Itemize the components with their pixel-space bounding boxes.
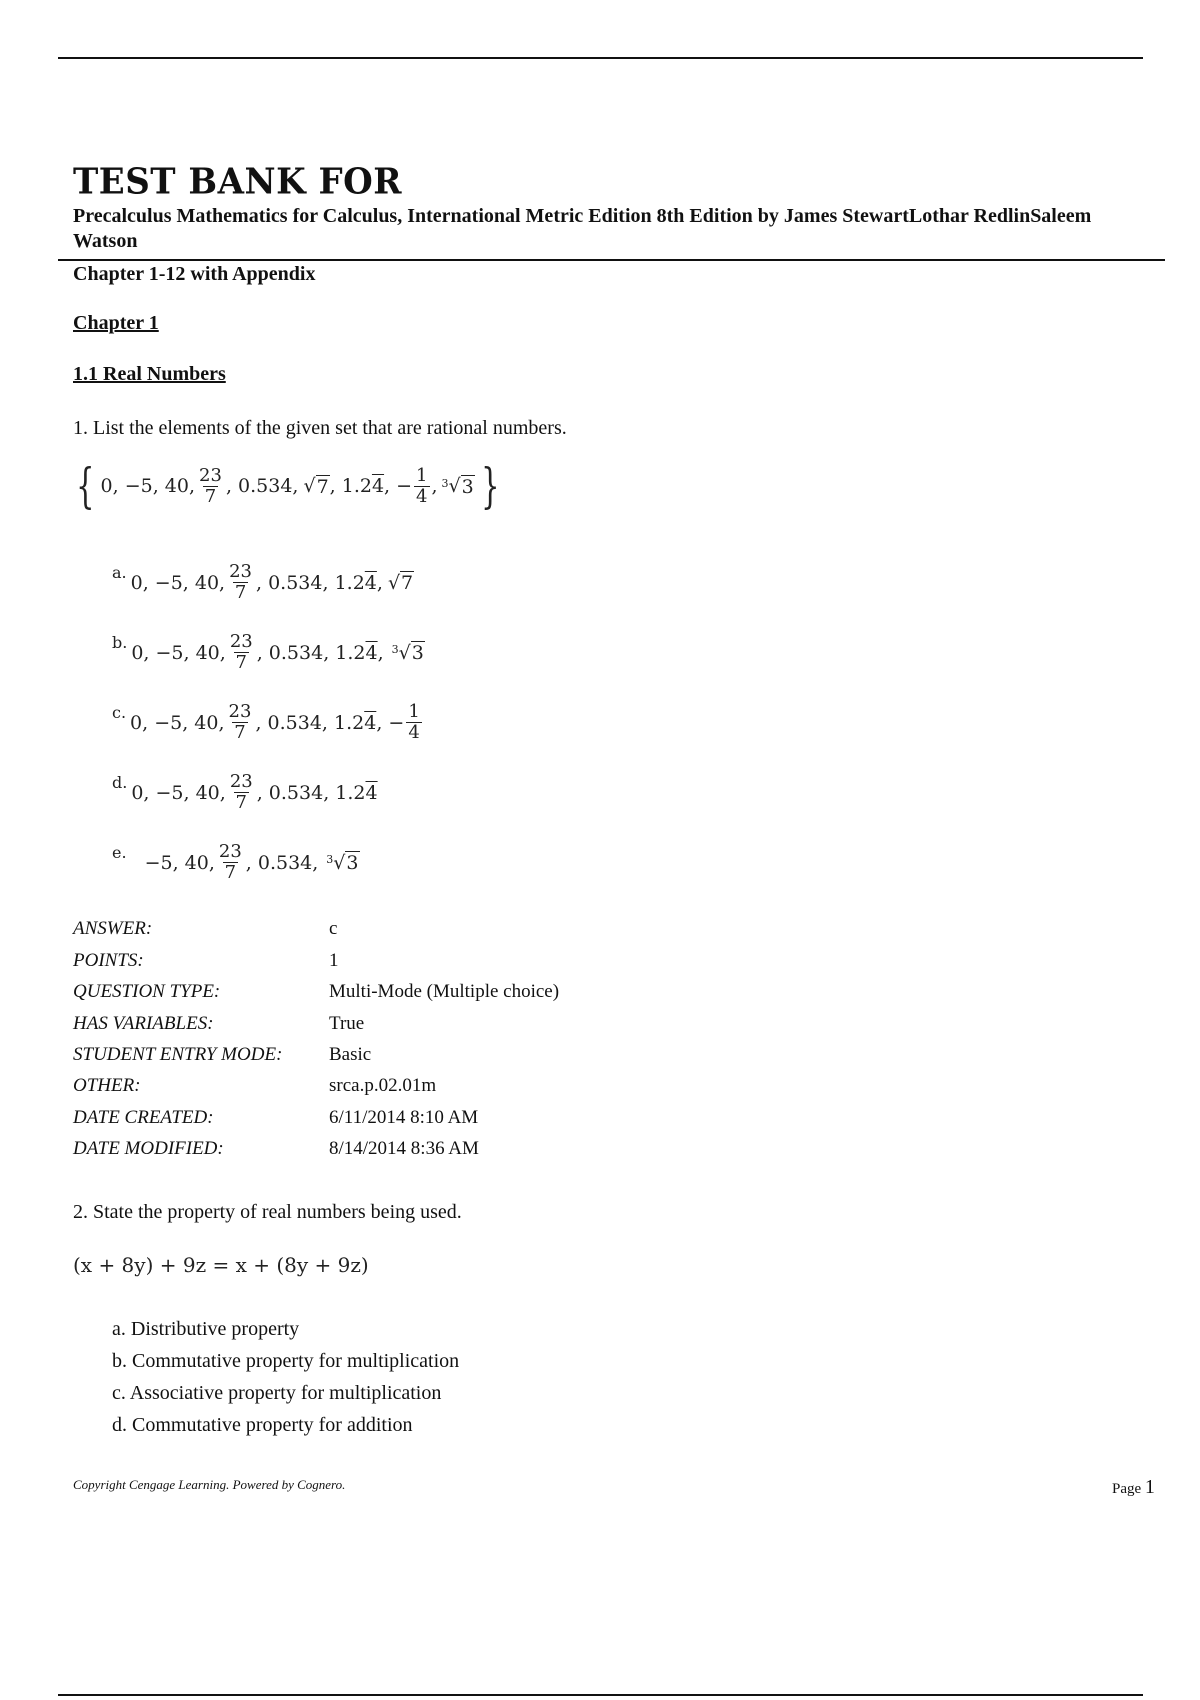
fraction-denominator: 7 [234, 582, 247, 603]
meta-row-date-modified [73, 1138, 479, 1160]
footer-copyright: Copyright Cengage Learning. Powered by Cognero. [73, 1477, 346, 1492]
repeating-digit: 4 [365, 781, 378, 804]
question-2-option-b[interactable]: b. Commutative property for multiplication [112, 1350, 460, 1372]
cbrt-sign: √ [448, 475, 461, 497]
choice-text: , 0.534, 1.2 [255, 711, 365, 734]
choice-e[interactable] [112, 842, 360, 883]
choice-text: −5, 40, [144, 851, 215, 874]
meta-key: STUDENT ENTRY MODE: [73, 1044, 283, 1065]
meta-value: 1 [329, 950, 339, 971]
meta-key: DATE CREATED: [73, 1107, 214, 1128]
choice-text: , [377, 641, 384, 664]
section-heading: 1.1 Real Numbers [73, 363, 226, 385]
choice-letter: b. [112, 633, 128, 652]
choice-text: , 0.534, [245, 851, 319, 874]
choice-text: , − [376, 711, 405, 734]
sqrt-sign: √ [303, 475, 316, 497]
choice-text: , 0.534, 1.2 [256, 571, 365, 594]
repeating-digit: 4 [364, 711, 377, 734]
choice-b[interactable] [112, 632, 425, 673]
meta-value: True [329, 1013, 365, 1034]
fraction-numerator: 23 [218, 841, 242, 862]
fraction-denominator: 7 [204, 485, 217, 507]
meta-value: Basic [329, 1044, 372, 1065]
meta-key: QUESTION TYPE: [73, 981, 221, 1002]
question-2-equation: (x + 8y) + 9z = x + (8y + 9z) [73, 1253, 369, 1277]
fraction-numerator: 23 [229, 631, 253, 652]
meta-key: ANSWER: [73, 918, 153, 939]
meta-key: POINTS: [73, 950, 144, 971]
choice-c[interactable] [112, 702, 424, 743]
meta-value: 6/11/2014 8:10 AM [329, 1107, 479, 1128]
set-part: 0, −5, 40, [100, 475, 196, 497]
question-2-option-a[interactable]: a. Distributive property [112, 1318, 300, 1340]
question-2-option-d[interactable]: d. Commutative property for addition [112, 1414, 413, 1436]
choice-text: , 0.534, 1.2 [256, 641, 366, 664]
cbrt-index: 3 [391, 643, 399, 656]
meta-key: HAS VARIABLES: [73, 1013, 214, 1034]
fraction-denominator: 7 [235, 652, 247, 673]
set-close-brace: } [480, 458, 500, 514]
choice-letter: c. [112, 703, 127, 722]
cbrt-index: 3 [326, 853, 334, 866]
meta-row-student-entry-mode [73, 1044, 371, 1066]
choice-letter: e. [112, 843, 127, 862]
fraction-denominator: 7 [224, 862, 237, 883]
set-part: , 0.534, [225, 475, 299, 497]
fraction-numerator: 23 [229, 561, 253, 582]
chapters-range: Chapter 1-12 with Appendix [73, 263, 316, 285]
choice-text: 0, −5, 40, [130, 711, 225, 734]
meta-key: DATE MODIFIED: [73, 1138, 224, 1159]
cbrt-sign: √ [333, 851, 346, 874]
fraction-numerator: 1 [416, 464, 428, 486]
bottom-rule [58, 1694, 1143, 1696]
chapter-heading: Chapter 1 [73, 312, 159, 334]
set-negative-fraction [414, 466, 429, 507]
sqrt-radicand: 7 [401, 572, 414, 594]
set-part: , 1.2 [329, 475, 372, 497]
fraction-numerator: 23 [228, 701, 252, 722]
question-2-option-c[interactable]: c. Associative property for multiplication [112, 1382, 442, 1404]
document-title: TEST BANK FOR [73, 161, 403, 203]
set-part: , − [384, 475, 413, 497]
top-rule [58, 57, 1143, 59]
fraction-denominator: 7 [235, 792, 247, 813]
choice-text: 0, −5, 40, [131, 781, 226, 804]
meta-row-points [73, 950, 339, 972]
cbrt-sign: √ [398, 641, 411, 664]
choice-text: , [376, 571, 383, 594]
choice-fraction [228, 772, 255, 813]
fraction-denominator: 4 [408, 722, 420, 743]
meta-value: Multi-Mode (Multiple choice) [329, 981, 560, 1002]
sqrt-radicand: 7 [316, 475, 329, 498]
meta-row-other [73, 1075, 436, 1097]
choice-text: 0, −5, 40, [131, 641, 226, 664]
set-part: , [431, 475, 438, 497]
fraction-numerator: 23 [229, 771, 253, 792]
meta-value: 8/14/2014 8:36 AM [329, 1138, 479, 1159]
choice-a[interactable] [112, 562, 414, 603]
fraction-denominator: 4 [416, 485, 428, 507]
book-title: Precalculus Mathematics for Calculus, International Metric Edition 8th Edition by James StewartLothar RedlinSaleem Watson [73, 205, 1092, 252]
meta-row-answer [73, 918, 337, 940]
page-label: Page [1112, 1481, 1142, 1497]
meta-row-has-variables [73, 1013, 364, 1035]
sqrt-sign: √ [387, 571, 401, 594]
fraction-numerator: 1 [408, 701, 420, 722]
meta-value: c [329, 918, 338, 939]
choice-fraction [228, 632, 255, 673]
fraction-numerator: 23 [199, 464, 222, 486]
choice-letter: a. [112, 563, 127, 582]
cbrt-radicand: 3 [461, 475, 474, 498]
question-1-text: 1. List the elements of the given set that are rational numbers. [73, 417, 567, 439]
choice-fraction [217, 842, 244, 883]
choice-letter: d. [112, 773, 128, 792]
choice-negative-fraction [406, 702, 421, 743]
meta-row-date-created [73, 1107, 478, 1129]
repeating-digit: 4 [364, 571, 377, 594]
meta-row-question-type [73, 981, 559, 1003]
question-1-set [70, 458, 505, 514]
repeating-digit: 4 [365, 641, 378, 664]
repeating-digit: 4 [371, 475, 385, 497]
cbrt-radicand: 3 [411, 642, 424, 664]
title-rule [58, 259, 1165, 261]
page-number: 1 [1144, 1476, 1155, 1498]
meta-value: srca.p.02.01m [329, 1075, 437, 1096]
question-2-text: 2. State the property of real numbers being used. [73, 1201, 462, 1223]
meta-key: OTHER: [73, 1075, 141, 1096]
cbrt-radicand: 3 [346, 852, 359, 874]
cbrt-index: 3 [441, 476, 449, 490]
set-fraction [197, 466, 224, 507]
set-open-brace: { [76, 458, 95, 514]
fraction-denominator: 7 [234, 722, 246, 743]
choice-text: , 0.534, 1.2 [256, 781, 366, 804]
choice-d[interactable] [112, 772, 378, 813]
footer-page-number [1112, 1476, 1155, 1499]
choice-text: 0, −5, 40, [130, 571, 226, 594]
choice-fraction [227, 562, 254, 603]
choice-fraction [227, 702, 254, 743]
